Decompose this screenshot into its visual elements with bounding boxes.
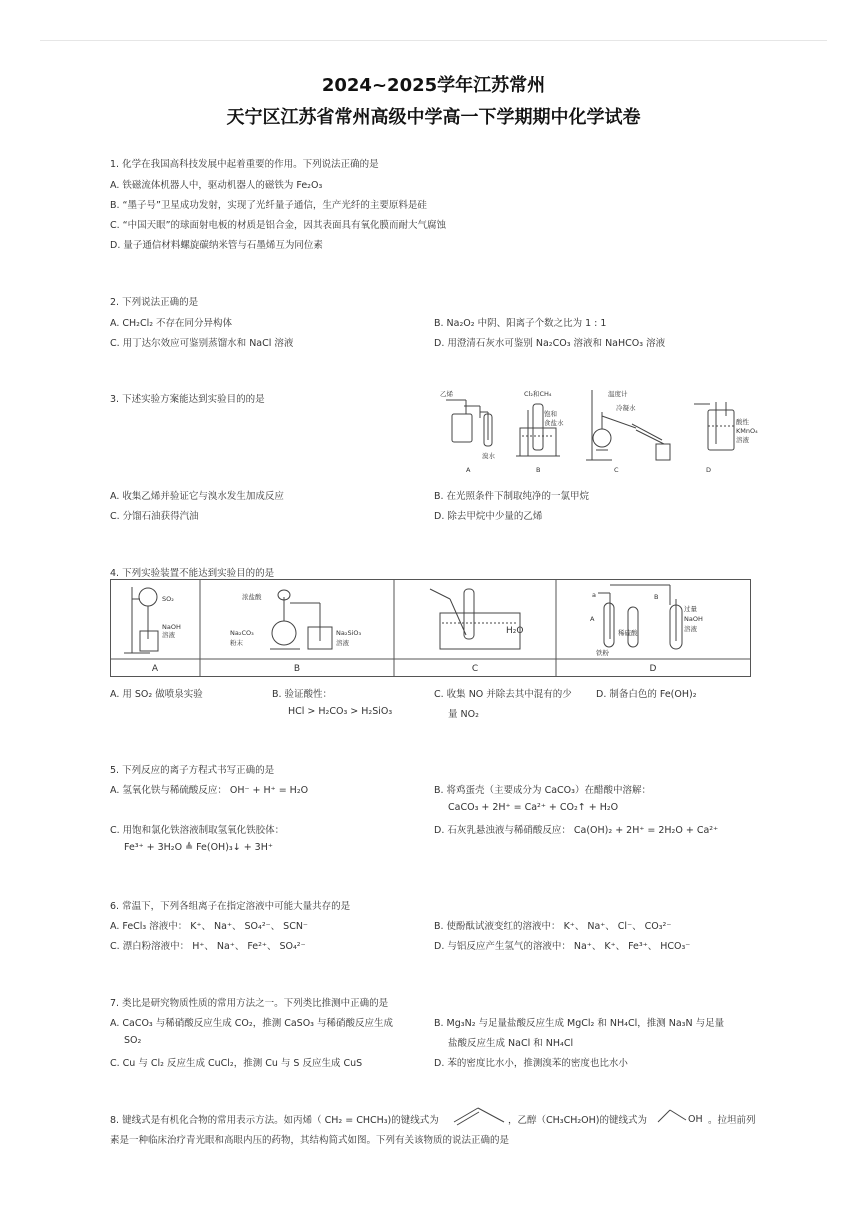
q4-fig-d-a: a (592, 591, 596, 599)
q4-apparatus-d (598, 585, 682, 649)
q7-stem: 7. 类比是研究物质性质的常用方法之一。下列类比推测中正确的是 (110, 998, 389, 1009)
q4-apparatus-b (270, 590, 332, 649)
q1-option-c[interactable]: C. “中国天眼”的球面射电板的材质是铝合金，因其表面具有氧化膜而耐大气腐蚀 (110, 220, 447, 231)
q4-apparatus-a (124, 587, 158, 653)
q3-fig-label-a: A (466, 466, 471, 474)
propene-skeletal-formula (452, 1104, 508, 1126)
q7-option-a[interactable]: A. CaCO₃ 与稀硝酸反应生成 CO₂，推测 CaSO₃ 与稀硝酸反应生成 (110, 1018, 394, 1029)
q3-apparatus-a (446, 400, 492, 446)
q5-option-d[interactable]: D. 石灰乳悬浊液与稀硝酸反应： Ca(OH)₂ + 2H⁺ = 2H₂O + Ca²⁺ (434, 825, 719, 836)
q6-option-b[interactable]: B. 使酚酞试液变红的溶液中： K⁺、 Na⁺、 Cl⁻、 CO₃²⁻ (434, 921, 672, 932)
q4-fig-d-solution: 溶液 (684, 625, 697, 633)
q1-option-a[interactable]: A. 铁磁流体机器人中，驱动机器人的磁铁为 Fe₂O₃ (110, 180, 323, 191)
q4-apparatus-table (110, 579, 751, 677)
q3-fig-b-brine: 食盐水 (544, 419, 564, 427)
q3-fig-a-ethylene: 乙烯 (440, 390, 453, 398)
q6-option-c[interactable]: C. 漂白粉溶液中： H⁺、 Na⁺、 Fe²⁺、 SO₄²⁻ (110, 941, 306, 952)
q4-fig-d-tube-b: B (654, 593, 659, 601)
q4-fig-d-dilute-h2so4: 稀硫酸 (618, 629, 638, 637)
q4-option-b-formula: HCl > H₂CO₃ > H₂SiO₃ (288, 706, 393, 717)
q3-fig-d-kmno4: KMnO₄ (736, 427, 758, 435)
q4-option-c-cont: 量 NO₂ (448, 709, 479, 720)
q5-option-c[interactable]: C. 用饱和氯化铁溶液制取氢氧化铁胶体： (110, 825, 285, 836)
q3-apparatus-d (694, 402, 734, 450)
q7-option-b-cont: 盐酸反应生成 NaCl 和 NH₄Cl (448, 1038, 574, 1049)
q3-fig-d-acidic: 酸性 (736, 418, 749, 426)
q8-line1-part2: ，乙醇（CH₃CH₂OH)的键线式为 (508, 1115, 647, 1126)
q4-fig-b-conc-hcl: 浓盐酸 (242, 593, 262, 601)
q4-fig-d-iron-powder: 铁粉 (596, 649, 609, 657)
q1-stem: 1. 化学在我国高科技发展中起着重要的作用。下列说法正确的是 (110, 159, 379, 170)
q4-fig-b-na2sio3: Na₂SiO₃ (336, 629, 362, 637)
top-divider (40, 40, 827, 41)
q8-oh-label: OH (688, 1114, 703, 1125)
q8-line2: 素是一种临床治疗青光眼和高眼内压的药物，其结构简式如图。下列有关该物质的说法正确的是 (110, 1135, 510, 1146)
q1-option-d[interactable]: D. 量子通信材料螺旋碳纳米管与石墨烯互为同位素 (110, 240, 323, 251)
q4-fig-b-na2co3: Na₂CO₃ (230, 629, 254, 637)
q2-option-d[interactable]: D. 用澄清石灰水可鉴别 Na₂CO₃ 溶液和 NaHCO₃ 溶液 (434, 338, 666, 349)
q4-fig-d-naoh: NaOH (684, 615, 703, 623)
q3-option-c[interactable]: C. 分馏石油获得汽油 (110, 511, 199, 522)
q3-fig-a-bromine-water: 溴水 (482, 452, 495, 460)
q5-stem: 5. 下列反应的离子方程式书写正确的是 (110, 765, 275, 776)
q4-option-c[interactable]: C. 收集 NO 并除去其中混有的少 (434, 689, 572, 700)
q2-option-b[interactable]: B. Na₂O₂ 中阴、阳离子个数之比为 1 : 1 (434, 318, 607, 329)
q4-label-b: B (293, 664, 301, 674)
q4-apparatus-c (430, 589, 520, 649)
q3-apparatus-c (586, 390, 670, 460)
q3-fig-b-saturated: 饱和 (544, 410, 557, 418)
q4-fig-a-so2: SO₂ (162, 595, 174, 603)
q4-fig-c-water: H₂O (506, 626, 524, 636)
q4-fig-d-excess: 过量 (684, 605, 697, 613)
q5-option-a[interactable]: A. 氢氧化铁与稀硫酸反应： OH⁻ + H⁺ = H₂O (110, 785, 309, 796)
q3-fig-label-c: C (614, 466, 619, 474)
exam-title-line2: 天宁区江苏省常州高级中学高一下学期期中化学试卷 (226, 107, 641, 128)
q5-option-c-equation: Fe³⁺ + 3H₂O ≜ Fe(OH)₃↓ + 3H⁺ (124, 842, 273, 853)
q7-option-c[interactable]: C. Cu 与 Cl₂ 反应生成 CuCl₂，推测 Cu 与 S 反应生成 CuS (110, 1058, 363, 1069)
q3-fig-c-thermometer: 温度计 (608, 390, 628, 398)
q3-fig-b-gases: Cl₂和CH₄ (524, 390, 552, 398)
q4-fig-d-tube-a: A (590, 615, 595, 623)
q4-stem: 4. 下列实验装置不能达到实验目的的是 (110, 568, 275, 579)
ethanol-skeletal-formula (656, 1104, 690, 1126)
q5-option-b[interactable]: B. 将鸡蛋壳（主要成分为 CaCO₃）在醋酸中溶解： (434, 785, 651, 796)
q6-option-d[interactable]: D. 与铝反应产生氢气的溶液中： Na⁺、 K⁺、 Fe³⁺、 HCO₃⁻ (434, 941, 691, 952)
q4-fig-b-solution: 溶液 (336, 639, 349, 647)
q3-fig-label-b: B (536, 466, 541, 474)
q3-option-a[interactable]: A. 收集乙烯并验证它与溴水发生加成反应 (110, 491, 284, 502)
q3-apparatus-figure (436, 384, 766, 476)
q1-option-b[interactable]: B. “墨子号”卫星成功发射，实现了光纤量子通信，生产光纤的主要原料是硅 (110, 200, 427, 211)
q2-option-c[interactable]: C. 用丁达尔效应可鉴别蒸馏水和 NaCl 溶液 (110, 338, 294, 349)
exam-title-line1: 2024~2025学年江苏常州 (321, 75, 546, 96)
q3-option-d[interactable]: D. 除去甲烷中少量的乙烯 (434, 511, 543, 522)
q2-stem: 2. 下列说法正确的是 (110, 297, 199, 308)
q4-fig-a-solution: 溶液 (162, 631, 175, 639)
q7-option-b[interactable]: B. Mg₃N₂ 与足量盐酸反应生成 MgCl₂ 和 NH₄Cl，推测 Na₃N 与足量 (434, 1018, 725, 1029)
q3-option-b[interactable]: B. 在光照条件下制取纯净的一氯甲烷 (434, 491, 590, 502)
q8-line1-part3: 。拉坦前列 (708, 1115, 756, 1126)
q3-fig-d-solution: 溶液 (736, 436, 749, 444)
q2-option-a[interactable]: A. CH₂Cl₂ 不存在同分异构体 (110, 318, 233, 329)
q4-label-d: D (649, 664, 657, 674)
q6-stem: 6. 常温下，下列各组离子在指定溶液中可能大量共存的是 (110, 901, 351, 912)
q4-option-b[interactable]: B. 验证酸性： (272, 689, 333, 700)
q7-option-a-cont: SO₂ (124, 1035, 142, 1046)
q7-option-d[interactable]: D. 苯的密度比水小，推测溴苯的密度也比水小 (434, 1058, 628, 1069)
q4-label-a: A (151, 664, 159, 674)
q8-line1-part1: 8. 键线式是有机化合物的常用表示方法。如丙烯（ CH₂ = CHCH₃)的键线式为 (110, 1115, 439, 1126)
q3-stem: 3. 下述实验方案能达到实验目的的是 (110, 394, 265, 405)
q4-option-d[interactable]: D. 制备白色的 Fe(OH)₂ (596, 689, 697, 700)
q4-fig-a-naoh: NaOH (162, 623, 181, 631)
q4-fig-b-powder: 粉末 (230, 639, 243, 647)
q4-option-a[interactable]: A. 用 SO₂ 做喷泉实验 (110, 689, 203, 700)
q3-fig-c-cooling-water: 冷凝水 (616, 404, 636, 412)
q6-option-a[interactable]: A. FeCl₃ 溶液中： K⁺、 Na⁺、 SO₄²⁻、 SCN⁻ (110, 921, 308, 932)
q4-label-c: C (471, 664, 479, 674)
q3-fig-label-d: D (706, 466, 712, 474)
q5-option-b-equation: CaCO₃ + 2H⁺ = Ca²⁺ + CO₂↑ + H₂O (448, 802, 619, 813)
